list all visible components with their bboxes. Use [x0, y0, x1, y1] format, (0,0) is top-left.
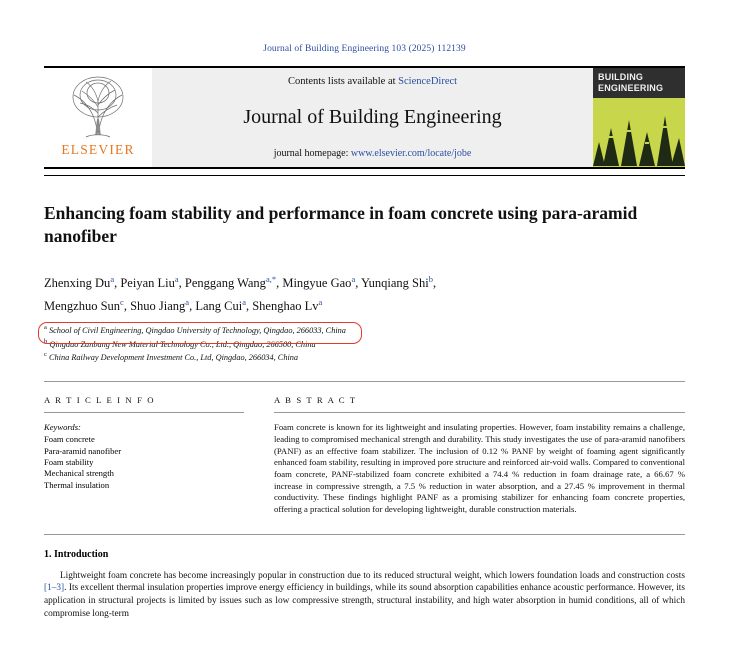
author-affiliation-marker: b [428, 274, 433, 284]
affiliation-marker: a [44, 324, 47, 332]
article-info-rule [44, 412, 244, 413]
affiliation-marker: b [44, 337, 48, 345]
journal-title: Journal of Building Engineering [243, 106, 502, 128]
cover-artwork [593, 98, 685, 167]
cover-line-1: BUILDING [598, 72, 644, 82]
article-info-column [44, 395, 244, 516]
journal-reference: Journal of Building Engineering 103 (2025) 112139 [263, 44, 466, 54]
author-affiliation-marker: a [242, 297, 246, 308]
introduction-paragraph [44, 570, 685, 620]
author-affiliation-marker: a [110, 274, 115, 284]
author-item: Mingyue Gao$^a$, [282, 274, 362, 291]
elsevier-tree-icon [66, 73, 130, 141]
author-affiliation-marker: a [185, 297, 190, 308]
author-name: Shuo Jiang [130, 299, 186, 314]
author-item [252, 299, 322, 313]
contents-prefix: Contents lists available at [287, 76, 399, 87]
author-name: Mingyue Gao [282, 276, 352, 291]
sciencedirect-link[interactable]: ScienceDirect [398, 76, 458, 87]
author-name: Penggang Wang [184, 276, 266, 291]
intro-text-part-2: . Its excellent thermal insulation properties improve energy efficiency in buildings, while its sound absorption capabilities enhance acoustic performance. However, its application in structural projects is limited by issues such as low compressive strength, structural instability, and high water absorption in humid conditions, all of which compromise long-term [44, 583, 685, 619]
author-item: Penggang Wang$^{a,*}$, [184, 274, 283, 291]
author-affiliation-marker: c [120, 297, 124, 308]
contents-line [288, 76, 457, 87]
author-item: Lang Cui$^a$, [195, 297, 253, 314]
page-title: Enhancing foam stability and performance in foam concrete using para-aramid nanofiber [44, 203, 638, 246]
author-item: Mengzhuo Sun$^c$, [44, 297, 131, 314]
cover-line-2: ENGINEERING [598, 83, 664, 93]
elsevier-wordmark: ELSEVIER [61, 142, 135, 157]
cover-title-text [593, 68, 685, 98]
journal-homepage-link[interactable]: www.elsevier.com/locate/jobe [350, 148, 472, 159]
affiliation-item [44, 350, 685, 363]
author-affiliation-marker: a [174, 274, 179, 284]
introduction-section [44, 535, 685, 620]
author-name: Shenghao Lv [252, 299, 319, 314]
author-affiliation-marker: a [351, 274, 356, 284]
cover-artwork-svg [593, 98, 685, 167]
keyword-item: Para-aramid nanofiber [44, 445, 122, 456]
intro-text-part-1: Lightweight foam concrete has become increasingly popular in construction due to its reduced structural weight, which lowers foundation loads and construction costs [60, 570, 685, 581]
author-name: Lang Cui [195, 299, 243, 314]
article-header [44, 176, 685, 363]
author-affiliation-marker: a,* [265, 274, 277, 284]
author-item: Zhenxing Du$^a$, [44, 274, 121, 291]
homepage-prefix: journal homepage: [273, 148, 351, 159]
author-name: Zhenxing Du [44, 276, 111, 291]
keyword-item: Foam stability [44, 456, 94, 467]
author-item: Shuo Jiang$^a$, [130, 297, 196, 314]
abstract-heading: A B S T R A C T [274, 395, 357, 406]
author-name: Peiyan Liu [120, 276, 175, 291]
abstract-text: Foam concrete is known for its lightweight and insulating properties. However, foam instability remains a challenge, leading to compromised mechanical strength and durability. This study investigates the use of para-aramid nanofibers (PANF) as an effective foam stabilizer. The inclusion of 0.12 % PANF by weight of foaming agent significantly enhanced foam stability, resulting in improved pore structure and reinforced air-void walls. Compared to conventional foam concrete, PANF-stabilized foam concrete exhibited a 74.4 % reduction in foam drainage rate, a 66.67 % increase in compressive strength, a 7.5 % reduction in water absorption, and a 27.45 % improvement in thermal conductivity. These findings highlight PANF as a promising stabilizer for enhancing foam concrete properties, offering a practical solution for developing lightweight, durable construction materials. [274, 422, 685, 515]
affiliation-text: School of Civil Engineering, Qingdao University of Technology, Qingdao, 266033, China [48, 326, 346, 336]
citation-link[interactable]: [1–3] [44, 583, 65, 594]
journal-masthead [44, 66, 685, 169]
keywords-label: Keywords: [44, 422, 81, 433]
info-abstract-columns [44, 382, 685, 516]
author-list [44, 270, 644, 316]
keyword-item: Foam concrete [44, 434, 95, 445]
affiliation-marker: c [44, 350, 47, 358]
author-affiliation-marker: a [318, 297, 323, 308]
affiliation-text: Qingdao Zanbang New Material Technology Co., Ltd., Qingdao, 266500, China [49, 339, 316, 349]
author-item: Peiyan Liu$^a$, [120, 274, 185, 291]
author-name: Mengzhuo Sun [44, 299, 121, 314]
abstract-rule [274, 412, 685, 413]
keywords-list [44, 434, 244, 491]
abstract-column [274, 395, 685, 516]
elsevier-logo [44, 68, 152, 167]
author-item: Yunqiang Shi$^b$, [361, 274, 437, 291]
affiliation-list [44, 323, 685, 363]
masthead-center [152, 68, 593, 167]
keyword-item: Mechanical strength [44, 468, 114, 479]
article-info-heading: A R T I C L E I N F O [44, 395, 156, 406]
keyword-item: Thermal insulation [44, 479, 110, 490]
introduction-heading: 1. Introduction [44, 548, 109, 560]
homepage-line [274, 148, 472, 159]
affiliation-item-highlighted [44, 337, 685, 350]
affiliation-item [44, 323, 685, 336]
author-name: Yunqiang Shi [361, 276, 429, 291]
journal-cover-image [593, 68, 685, 167]
affiliation-text: China Railway Development Investment Co., Ltd, Qingdao, 266034, China [48, 352, 299, 362]
